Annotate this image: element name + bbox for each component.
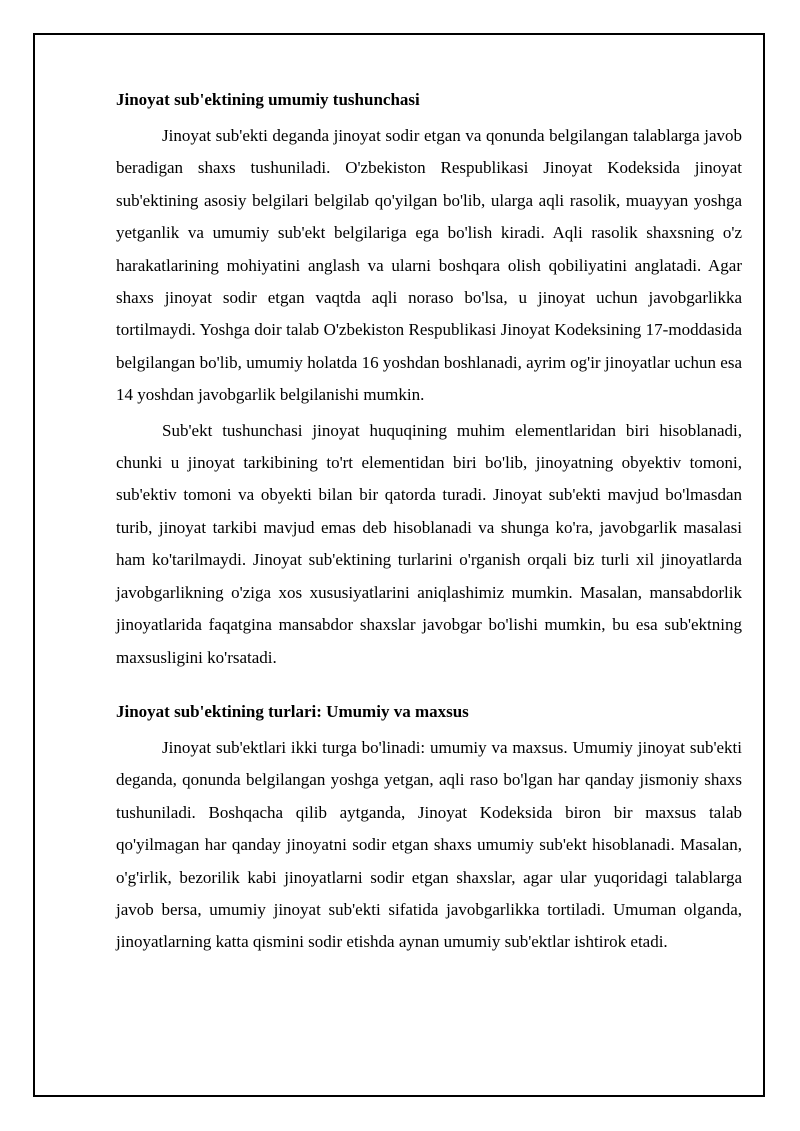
document-body xyxy=(116,84,742,962)
paragraph: Jinoyat sub'ekti deganda jinoyat sodir etgan va qonunda belgilangan talablarga javob beradigan shaxs tushuniladi. O'zbekiston Respublikasi Jinoyat Kodeksida jinoyat sub'ektining asosiy belgilari belgilab qo'yilgan bo'lib, ularga aqli rasolik, muayyan yoshga yetganlik va umumiy sub'ekt belgilariga ega bo'lish kiradi. Aqli rasolik shaxsning o'z harakatlarining mohiyatini anglash va ularni boshqara olish qobiliyatini anglatadi. Agar shaxs jinoyat sodir etgan vaqtda aqli noraso bo'lsa, u jinoyat uchun javobgarlikka tortilmaydi. Yoshga doir talab O'zbekiston Respublikasi Jinoyat Kodeksining 17-moddasida belgilangan bo'lib, umumiy holatda 16 yoshdan boshlanadi, ayrim og'ir jinoyatlar uchun esa 14 yoshdan javobgarlik belgilanishi mumkin. xyxy=(116,126,742,405)
paragraph: Sub'ekt tushunchasi jinoyat huquqining muhim elementlaridan biri hisoblanadi, chunki u jinoyat tarkibining to'rt elementidan biri bo'lib, jinoyatning obyektiv tomoni, sub'ektiv tomoni va obyekti bilan bir qatorda turadi. Jinoyat sub'ekti mavjud bo'lmasdan turib, jinoyat tarkibi mavjud emas deb hisoblanadi va shunga ko'ra, javobgarlik masalasi ham ko'tarilmaydi. Jinoyat sub'ektining turlarini o'rganish orqali biz turli xil jinoyatlarda javobgarlikning o'ziga xos xususiyatlarini aniqlashimiz mumkin. Masalan, mansabdorlik jinoyatlarida faqatgina mansabdor shaxslar javobgar bo'lishi mumkin, bu esa sub'ektning maxsusligini ko'rsatadi. xyxy=(116,420,742,667)
section-heading-subject-types: Jinoyat sub'ektining turlari: Umumiy va maxsus xyxy=(116,701,469,721)
section-heading-general-concept: Jinoyat sub'ektining umumiy tushunchasi xyxy=(116,90,420,109)
paragraph: Jinoyat sub'ektlari ikki turga bo'linadi: umumiy va maxsus. Umumiy jinoyat sub'ekti deganda, qonunda belgilangan yoshga yetgan, aqli raso bo'lgan har qanday jismoniy shaxs tushuniladi. Boshqacha qilib aytganda, Jinoyat Kodeksida biron bir maxsus talab qo'yilmagan har qanday jinoyatni sodir etgan shaxs umumiy sub'ekt hisoblanadi. Masalan, o'g'irlik, bezorilik kabi jinoyatlarni sodir etgan shaxslar, agar ular yuqoridagi talablarga javob bersa, umumiy jinoyat sub'ekti sifatida javobgarlikka tortiladi. Umuman olganda, jinoyatlarning katta qismini sodir etishda aynan umumiy sub'ektlar ishtirok etadi. xyxy=(116,737,742,952)
